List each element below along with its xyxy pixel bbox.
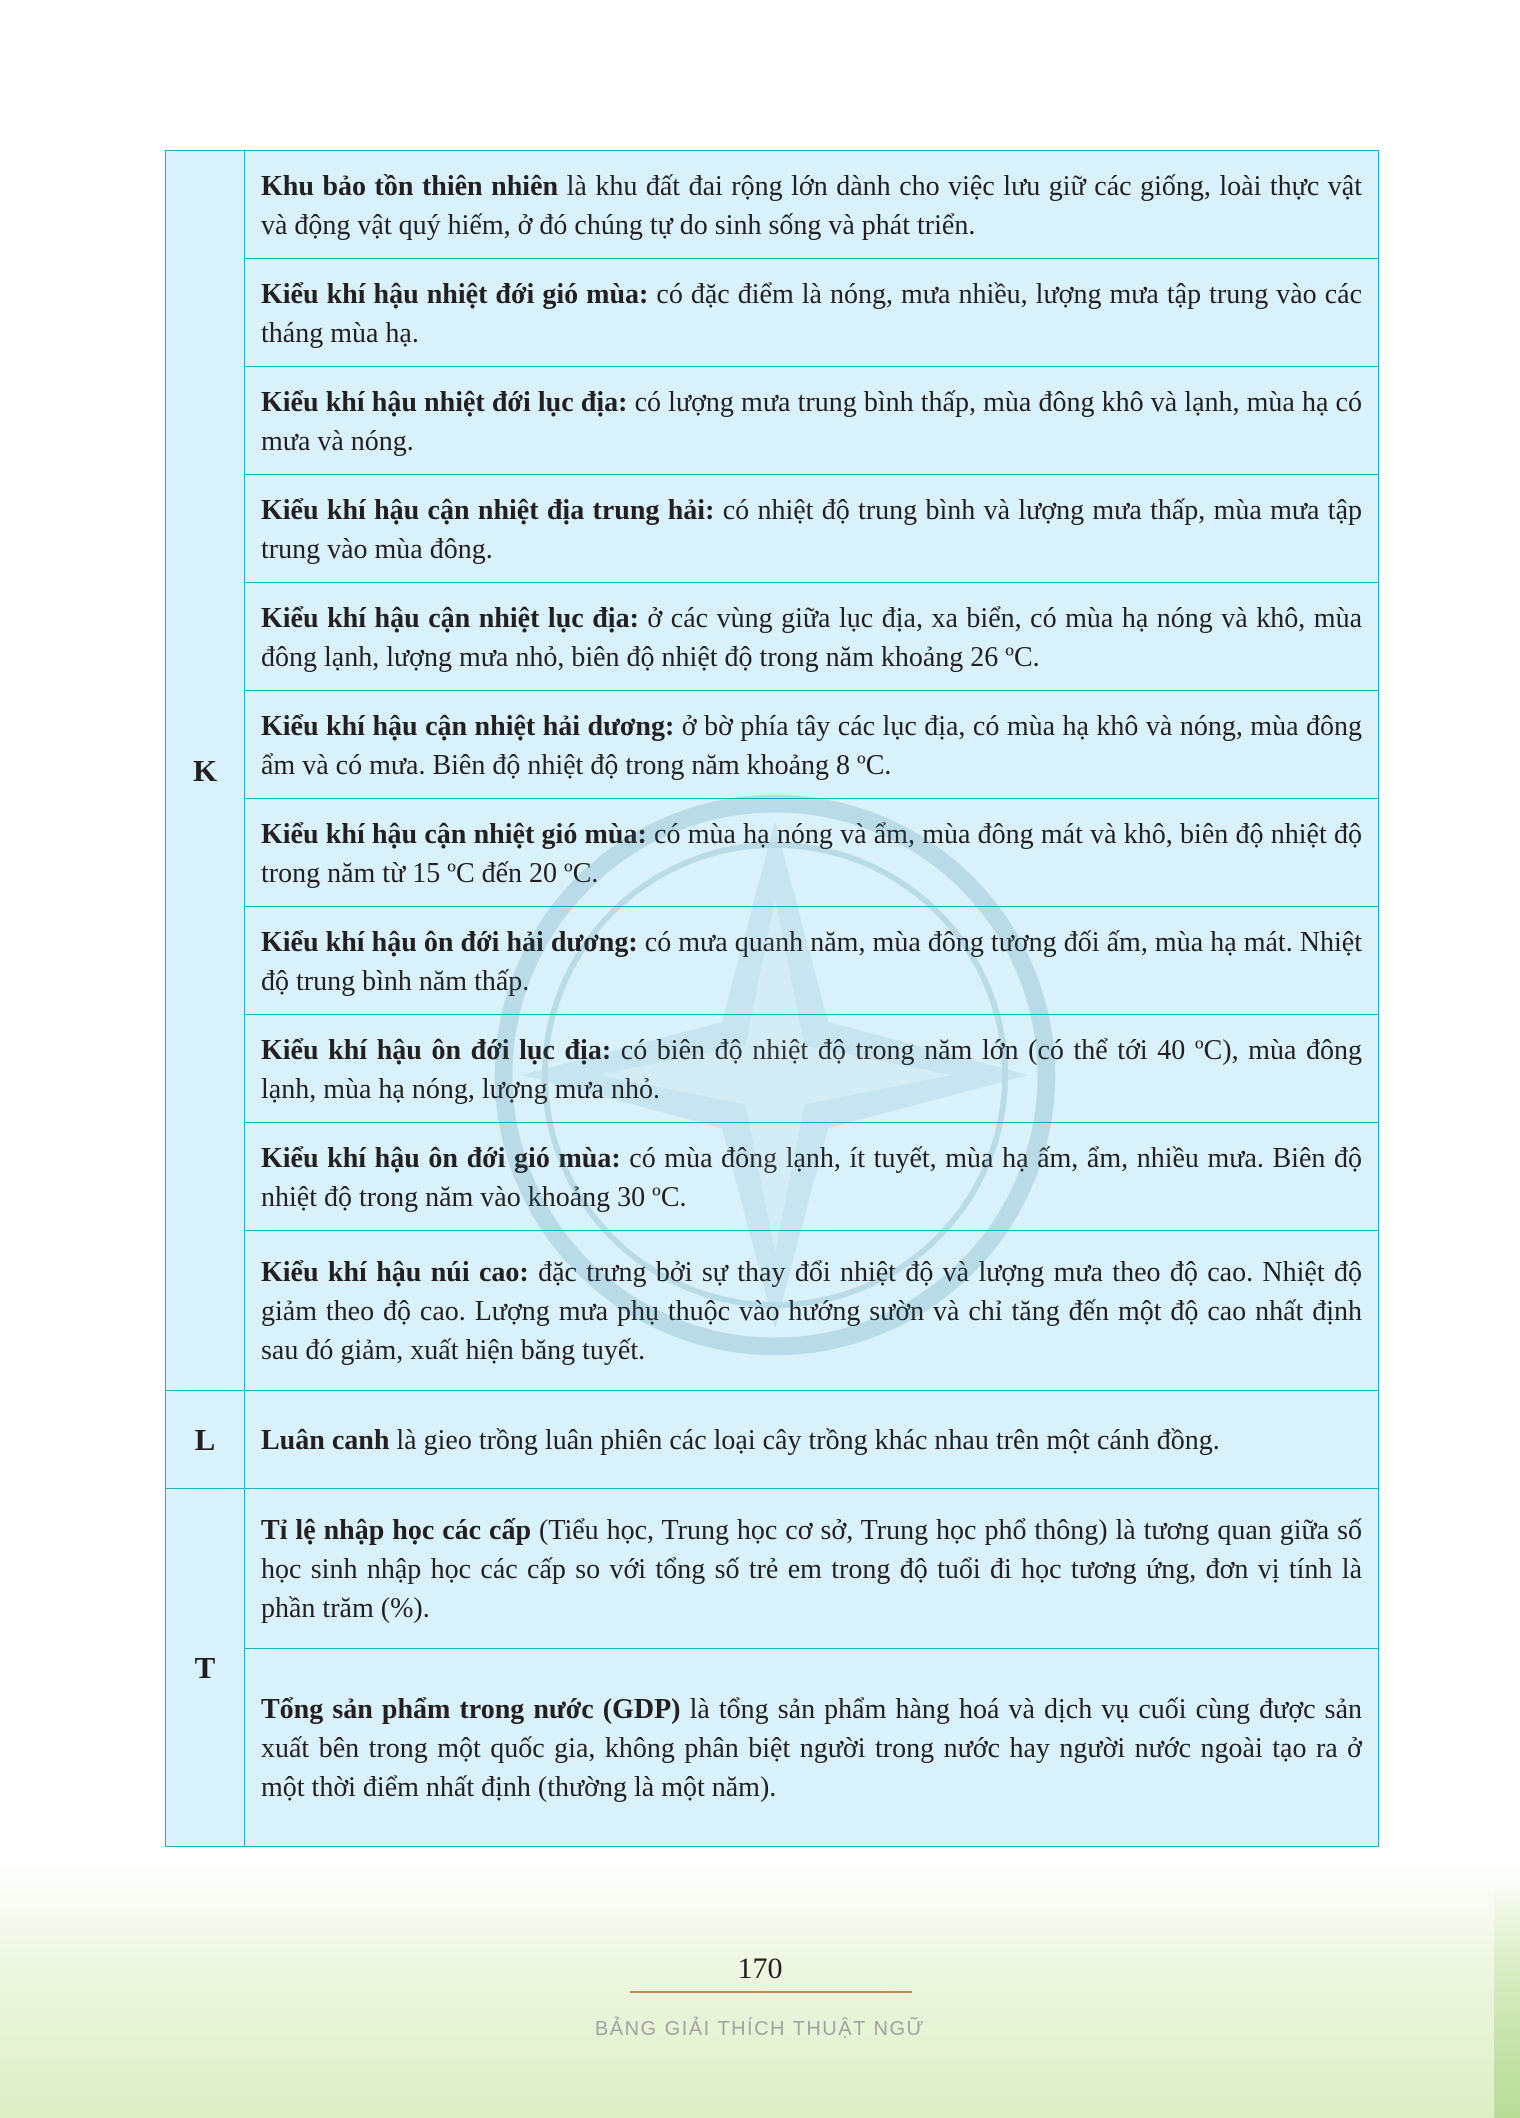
entry-term: Luân canh <box>261 1425 390 1456</box>
entry-term: Kiểu khí hậu cận nhiệt hải dương: <box>261 710 675 742</box>
glossary-entry <box>245 1015 1378 1123</box>
glossary-entry <box>245 1489 1378 1649</box>
glossary-entry <box>245 1123 1378 1231</box>
entry-definition: là gieo trồng luân phiên các loại cây trồng khác nhau trên một cánh đồng. <box>389 1425 1220 1456</box>
entry-definition: có mùa đông lạnh, ít tuyết, mùa hạ ấm, ẩm, nhiều mưa. Biên độ nhiệt độ trong năm vào khoảng 30 ºC. <box>261 1142 1362 1213</box>
glossary-entry <box>245 1649 1378 1846</box>
group-letter: L <box>166 1391 245 1488</box>
group-letter: K <box>166 151 245 1390</box>
entry-term: Kiểu khí hậu ôn đới hải dương: <box>261 926 638 958</box>
glossary-entry <box>245 259 1378 367</box>
entry-term: Tỉ lệ nhập học các cấp <box>261 1515 532 1546</box>
glossary-group-k <box>166 151 1378 1391</box>
entry-definition: có nhiệt độ trung bình và lượng mưa thấp, mùa mưa tập trung vào mùa đông. <box>261 494 1362 565</box>
entry-definition: (Tiểu học, Trung học cơ sở, Trung học phổ thông) là tương quan giữa số học sinh nhập học các cấp so với tổng số trẻ em trong độ tuổi đi học tương ứng, đơn vị tính là phần trăm (%). <box>261 1515 1362 1624</box>
glossary-entry <box>245 151 1378 259</box>
entry-definition: có mùa hạ nóng và ẩm, mùa đông mát và khô, biên độ nhiệt độ trong năm từ 15 ºC đến 20 ºC. <box>261 818 1362 889</box>
entry-term: Kiểu khí hậu ôn đới lục địa: <box>261 1034 612 1066</box>
glossary-entry <box>245 799 1378 907</box>
entry-term: Kiểu khí hậu núi cao: <box>261 1257 529 1288</box>
glossary-entry <box>245 367 1378 475</box>
running-title: BẢNG GIẢI THÍCH THUẬT NGỮ <box>594 2018 926 2040</box>
footer-divider <box>630 1991 912 1993</box>
glossary-entry <box>245 1391 1378 1488</box>
glossary-entry <box>245 691 1378 799</box>
glossary-table <box>165 150 1379 1847</box>
glossary-entry <box>245 907 1378 1015</box>
group-letter: T <box>166 1489 245 1846</box>
entry-definition: ở bờ phía tây các lục địa, có mùa hạ khô và nóng, mùa đông ẩm và có mưa. Biên độ nhiệt độ trong năm khoảng 8 ºC. <box>261 710 1362 781</box>
entry-term: Kiểu khí hậu cận nhiệt lục địa: <box>261 602 639 634</box>
entry-term: Kiểu khí hậu ôn đới gió mùa: <box>261 1142 621 1174</box>
glossary-entry <box>245 1231 1378 1390</box>
entry-definition: có mưa quanh năm, mùa đông tương đối ấm, mùa hạ mát. Nhiệt độ trung bình năm thấp. <box>261 926 1362 997</box>
page-decor-stripe <box>1494 1880 1520 2118</box>
entry-definition: có lượng mưa trung bình thấp, mùa đông khô và lạnh, mùa hạ có mưa và nóng. <box>261 386 1362 457</box>
entry-term: Kiểu khí hậu cận nhiệt gió mùa: <box>261 818 647 850</box>
glossary-group-l <box>166 1391 1378 1489</box>
entry-definition: ở các vùng giữa lục địa, xa biển, có mùa hạ nóng và khô, mùa đông lạnh, lượng mưa nhỏ, biên độ nhiệt độ trong năm khoảng 26 ºC. <box>261 602 1362 673</box>
entry-term: Kiểu khí hậu cận nhiệt địa trung hải: <box>261 494 715 526</box>
page-number: 170 <box>737 1952 783 1985</box>
entry-definition: là khu đất đai rộng lớn dành cho việc lưu giữ các giống, loài thực vật và động vật quý hiếm, ở đó chúng tự do sinh sống và phát triển. <box>261 170 1362 241</box>
entry-definition: là tổng sản phẩm hàng hoá và dịch vụ cuối cùng được sản xuất bên trong một quốc gia, không phân biệt người trong nước hay người nước ngoài tạo ra ở một thời điểm nhất định (thường là một năm). <box>261 1694 1362 1803</box>
entry-definition: đặc trưng bởi sự thay đổi nhiệt độ và lượng mưa theo độ cao. Nhiệt độ giảm theo độ cao. Lượng mưa phụ thuộc vào hướng sườn và chỉ tăng đến một độ cao nhất định sau đó giảm, xuất hiện băng tuyết. <box>261 1257 1362 1366</box>
entry-term: Kiểu khí hậu nhiệt đới gió mùa: <box>261 278 649 310</box>
group-entries <box>245 1391 1378 1488</box>
entry-term: Kiểu khí hậu nhiệt đới lục địa: <box>261 386 628 418</box>
entry-term: Khu bảo tồn thiên nhiên <box>261 170 559 202</box>
glossary-group-t <box>166 1489 1378 1846</box>
entry-definition: có đặc điểm là nóng, mưa nhiều, lượng mưa tập trung vào các tháng mùa hạ. <box>261 278 1362 349</box>
glossary-entry <box>245 583 1378 691</box>
group-entries <box>245 151 1378 1390</box>
group-entries <box>245 1489 1378 1846</box>
entry-definition: có biên độ nhiệt độ trong năm lớn (có thể tới 40 ºC), mùa đông lạnh, mùa hạ nóng, lượng mưa nhỏ. <box>261 1034 1362 1105</box>
glossary-entry <box>245 475 1378 583</box>
entry-term: Tổng sản phẩm trong nước (GDP) <box>261 1694 681 1725</box>
